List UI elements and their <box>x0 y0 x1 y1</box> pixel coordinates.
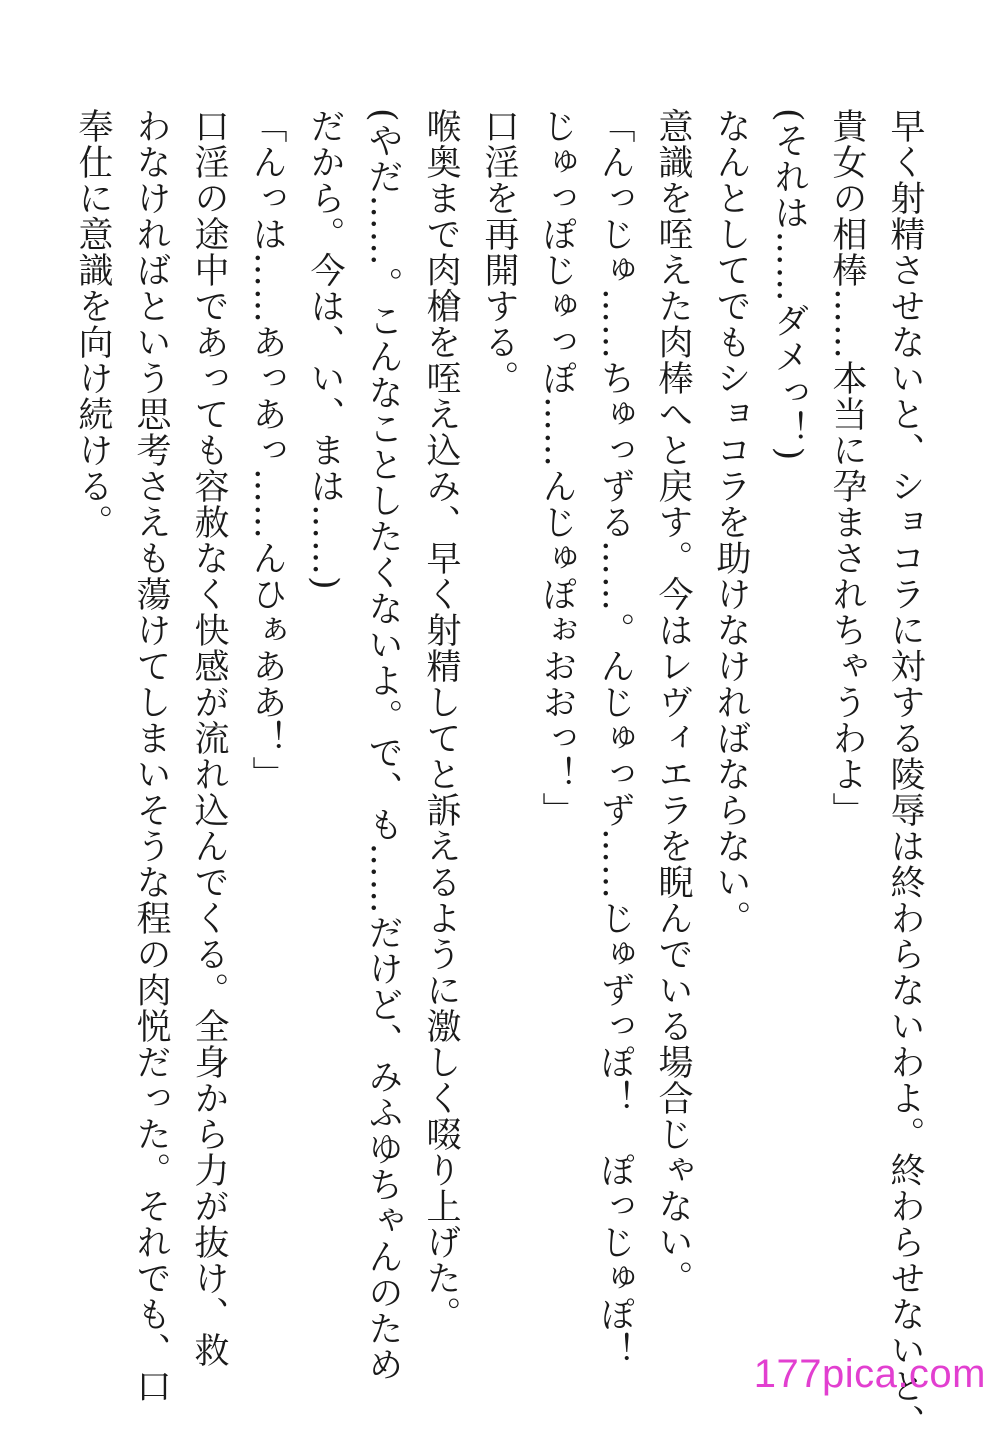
text-line: じゅっぽじゅっぽ……んじゅぽぉおおっ！」 <box>537 108 577 828</box>
text-line: わなければという思考さえも蕩けてしまいそうな程の肉悦だった。それでも、口 <box>131 108 171 1404</box>
text-line: 早く射精させないと、ショコラに対する陵辱は終わらないわよ。終わらせないと、 <box>885 108 925 1440</box>
text-line: (やだ……。こんなことしたくないよ。で、も……だけど、みふゆちゃんのため <box>363 108 403 1383</box>
text-line: 口淫の途中であっても容赦なく快感が流れ込んでくる。全身から力が抜け、救 <box>189 108 229 1368</box>
watermark: 177pica.com <box>753 1352 986 1396</box>
text-line: 「んっは……あっあっ……んひぁああ！」 <box>247 108 287 792</box>
text-line: 奉仕に意識を向け続ける。 <box>73 108 113 540</box>
text-line: 貴女の相棒……本当に孕まされちゃうわよ」 <box>827 108 867 828</box>
text-line: (それは……ダメっ！) <box>769 108 809 462</box>
text-line: だから。今は、い、まは……) <box>305 108 345 591</box>
text-line: 口淫を再開する。 <box>479 108 519 396</box>
text-line: 意識を咥えた肉棒へと戻す。今はレヴィエラを睨んでいる場合じゃない。 <box>653 108 693 1296</box>
text-line: 「んっじゅ……ちゅっずる……。んじゅっず……じゅずっぽ！ ぽっじゅぽ！ <box>595 108 635 1368</box>
text-line: 喉奥まで肉槍を咥え込み、早く射精してと訴えるように激しく啜り上げた。 <box>421 108 461 1332</box>
text-line: なんとしてでもショコラを助けなければならない。 <box>711 108 751 936</box>
